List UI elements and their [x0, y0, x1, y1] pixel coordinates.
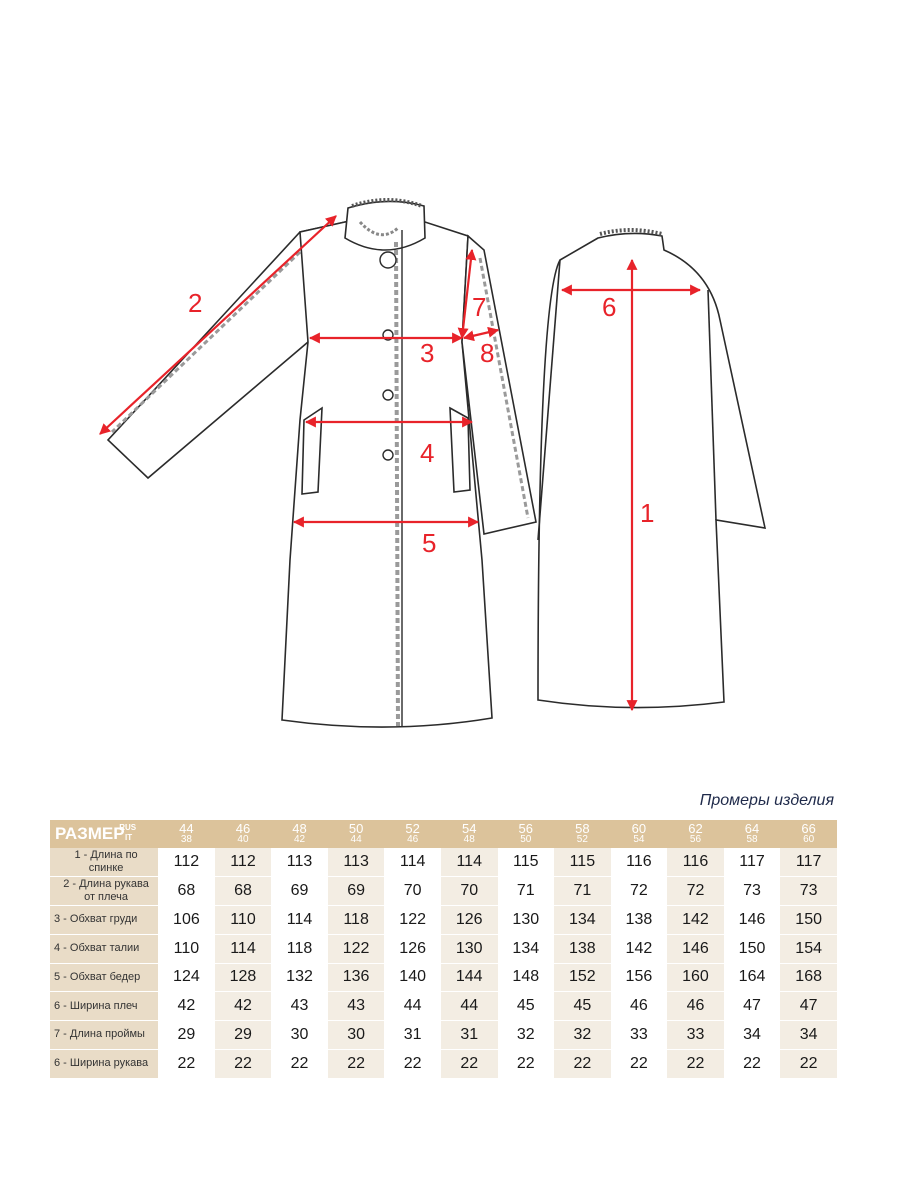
measure-label-4: 4 — [420, 438, 435, 468]
table-cell: 110 — [215, 906, 272, 935]
table-row — [50, 848, 837, 877]
table-cell: 29 — [158, 1021, 215, 1050]
table-cell: 160 — [667, 963, 724, 992]
table-cell: 152 — [554, 963, 611, 992]
size-col-header: 54 48 — [461, 821, 477, 845]
table-cell: 138 — [611, 906, 668, 935]
table-row — [50, 1049, 837, 1078]
table-cell: 128 — [215, 963, 272, 992]
table-row — [50, 934, 837, 963]
table-cell: 73 — [780, 877, 837, 906]
table-cell: 33 — [611, 1021, 668, 1050]
button-icon — [383, 450, 393, 460]
size-col-header: 60 54 — [631, 821, 647, 845]
table-cell: 46 — [611, 992, 668, 1021]
table-cell: 22 — [158, 1049, 215, 1078]
table-cell: 31 — [384, 1021, 441, 1050]
table-cell: 138 — [554, 934, 611, 963]
table-cell: 126 — [441, 906, 498, 935]
table-cell: 117 — [724, 848, 781, 877]
table-cell: 140 — [384, 963, 441, 992]
table-cell: 73 — [724, 877, 781, 906]
size-col-header: 64 58 — [744, 821, 760, 845]
table-cell: 30 — [328, 1021, 385, 1050]
size-col-header: 66 60 — [801, 821, 816, 845]
table-cell: 44 — [384, 992, 441, 1021]
table-cell: 22 — [271, 1049, 328, 1078]
row-label — [50, 877, 158, 906]
size-col-header: 44 38 — [179, 821, 194, 845]
table-cell: 45 — [554, 992, 611, 1021]
table-row — [50, 963, 837, 992]
table-cell: 142 — [611, 934, 668, 963]
table-cell: 33 — [667, 1021, 724, 1050]
table-cell: 70 — [384, 877, 441, 906]
table-cell: 126 — [384, 934, 441, 963]
table-cell: 22 — [384, 1049, 441, 1078]
table-cell: 22 — [554, 1049, 611, 1078]
row-label-line1: 7 - Длина проймы — [54, 1028, 145, 1041]
table-row — [50, 906, 837, 935]
size-header-title — [50, 820, 158, 848]
table-cell: 72 — [667, 877, 724, 906]
table-cell: 124 — [158, 963, 215, 992]
table-cell: 122 — [328, 934, 385, 963]
measure-label-5: 5 — [422, 528, 437, 558]
table-cell: 115 — [554, 848, 611, 877]
measure-label-1: 1 — [640, 498, 655, 528]
row-label-line2: от плеча — [84, 891, 129, 904]
table-cell: 47 — [724, 992, 781, 1021]
size-col-header: 46 40 — [235, 821, 251, 845]
table-cell: 134 — [498, 934, 555, 963]
table-cell: 144 — [441, 963, 498, 992]
table-cell: 43 — [271, 992, 328, 1021]
table-cell: 22 — [611, 1049, 668, 1078]
coat-back — [538, 230, 765, 708]
button-icon — [383, 390, 393, 400]
table-cell: 32 — [498, 1021, 555, 1050]
table-cell: 106 — [158, 906, 215, 935]
table-cell: 118 — [271, 934, 328, 963]
table-cell: 22 — [441, 1049, 498, 1078]
button-icon — [380, 252, 396, 268]
table-cell: 22 — [215, 1049, 272, 1078]
table-cell: 154 — [780, 934, 837, 963]
row-label — [50, 1021, 158, 1050]
table-cell: 34 — [780, 1021, 837, 1050]
table-row — [50, 1021, 837, 1050]
size-col-header: 48 42 — [292, 821, 307, 845]
table-cell: 110 — [158, 934, 215, 963]
table-cell: 69 — [271, 877, 328, 906]
table-cell: 46 — [667, 992, 724, 1021]
table-cell: 112 — [158, 848, 215, 877]
measure-label-3: 3 — [420, 338, 435, 368]
table-cell: 116 — [667, 848, 724, 877]
row-label-line1: 6 - Ширина рукава — [54, 1057, 149, 1070]
table-cell: 22 — [724, 1049, 781, 1078]
table-cell: 150 — [780, 906, 837, 935]
table-cell: 34 — [724, 1021, 781, 1050]
table-cell: 150 — [724, 934, 781, 963]
table-cell: 22 — [498, 1049, 555, 1078]
table-cell: 69 — [328, 877, 385, 906]
row-label-line1: 3 - Обхват груди — [54, 913, 138, 926]
row-label-line1: 2 - Длина рукава — [63, 878, 149, 891]
table-cell: 136 — [328, 963, 385, 992]
size-col-header: 50 44 — [348, 821, 364, 845]
table-cell: 44 — [441, 992, 498, 1021]
row-label-line1: 4 - Обхват талии — [54, 942, 140, 955]
table-cell: 72 — [611, 877, 668, 906]
size-header-row — [50, 820, 837, 848]
row-label-line1: 1 - Длина по — [74, 849, 138, 862]
row-label — [50, 1049, 158, 1078]
table-cell: 134 — [554, 906, 611, 935]
table-cell: 116 — [611, 848, 668, 877]
table-cell: 156 — [611, 963, 668, 992]
table-cell: 71 — [498, 877, 555, 906]
table-cell: 112 — [215, 848, 272, 877]
coat-front — [108, 200, 536, 727]
table-caption: Промеры изделия — [699, 792, 834, 809]
table-cell: 68 — [158, 877, 215, 906]
table-cell: 32 — [554, 1021, 611, 1050]
row-label-line1: 6 - Ширина плеч — [54, 999, 138, 1012]
table-cell: 132 — [271, 963, 328, 992]
size-table — [50, 820, 837, 1079]
row-label — [50, 906, 158, 935]
size-col-header: 56 50 — [518, 821, 534, 845]
table-cell: 113 — [271, 848, 328, 877]
table-cell: 142 — [667, 906, 724, 935]
table-cell: 130 — [498, 906, 555, 935]
size-col-header: 52 46 — [405, 821, 420, 845]
table-cell: 118 — [328, 906, 385, 935]
table-cell: 68 — [215, 877, 272, 906]
table-row — [50, 877, 837, 906]
table-cell: 31 — [441, 1021, 498, 1050]
table-cell: 114 — [215, 934, 272, 963]
table-cell: 146 — [724, 906, 781, 935]
table-cell: 113 — [328, 848, 385, 877]
row-label — [50, 992, 158, 1021]
table-cell: 47 — [780, 992, 837, 1021]
table-cell: 148 — [498, 963, 555, 992]
table-cell: 146 — [667, 934, 724, 963]
table-cell: 43 — [328, 992, 385, 1021]
table-cell: 168 — [780, 963, 837, 992]
table-cell: 42 — [215, 992, 272, 1021]
table-cell: 115 — [498, 848, 555, 877]
table-cell: 164 — [724, 963, 781, 992]
table-cell: 45 — [498, 992, 555, 1021]
size-table-body — [50, 848, 837, 1078]
row-label-line2: спинке — [88, 862, 124, 875]
table-row — [50, 992, 837, 1021]
table-cell: 22 — [328, 1049, 385, 1078]
table-cell: 22 — [780, 1049, 837, 1078]
table-cell: 29 — [215, 1021, 272, 1050]
size-header-it: IT — [125, 833, 133, 842]
table-cell: 22 — [667, 1049, 724, 1078]
table-cell: 114 — [384, 848, 441, 877]
size-col-header: 62 56 — [688, 821, 703, 845]
size-col-header: 58 52 — [575, 821, 590, 845]
table-cell: 130 — [441, 934, 498, 963]
table-cell: 42 — [158, 992, 215, 1021]
table-cell: 122 — [384, 906, 441, 935]
table-cell: 114 — [271, 906, 328, 935]
row-label — [50, 848, 158, 877]
measure-label-8: 8 — [480, 338, 495, 368]
row-label — [50, 963, 158, 992]
table-cell: 114 — [441, 848, 498, 877]
row-label — [50, 934, 158, 963]
table-cell: 70 — [441, 877, 498, 906]
size-header-label: РАЗМЕР — [55, 824, 125, 843]
measure-label-7: 7 — [472, 292, 487, 322]
table-cell: 117 — [780, 848, 837, 877]
table-cell: 30 — [271, 1021, 328, 1050]
size-header-rus: RUS — [119, 823, 137, 832]
measure-label-2: 2 — [188, 288, 203, 318]
table-cell: 71 — [554, 877, 611, 906]
measure-label-6: 6 — [602, 292, 617, 322]
row-label-line1: 5 - Обхват бедер — [54, 970, 141, 983]
